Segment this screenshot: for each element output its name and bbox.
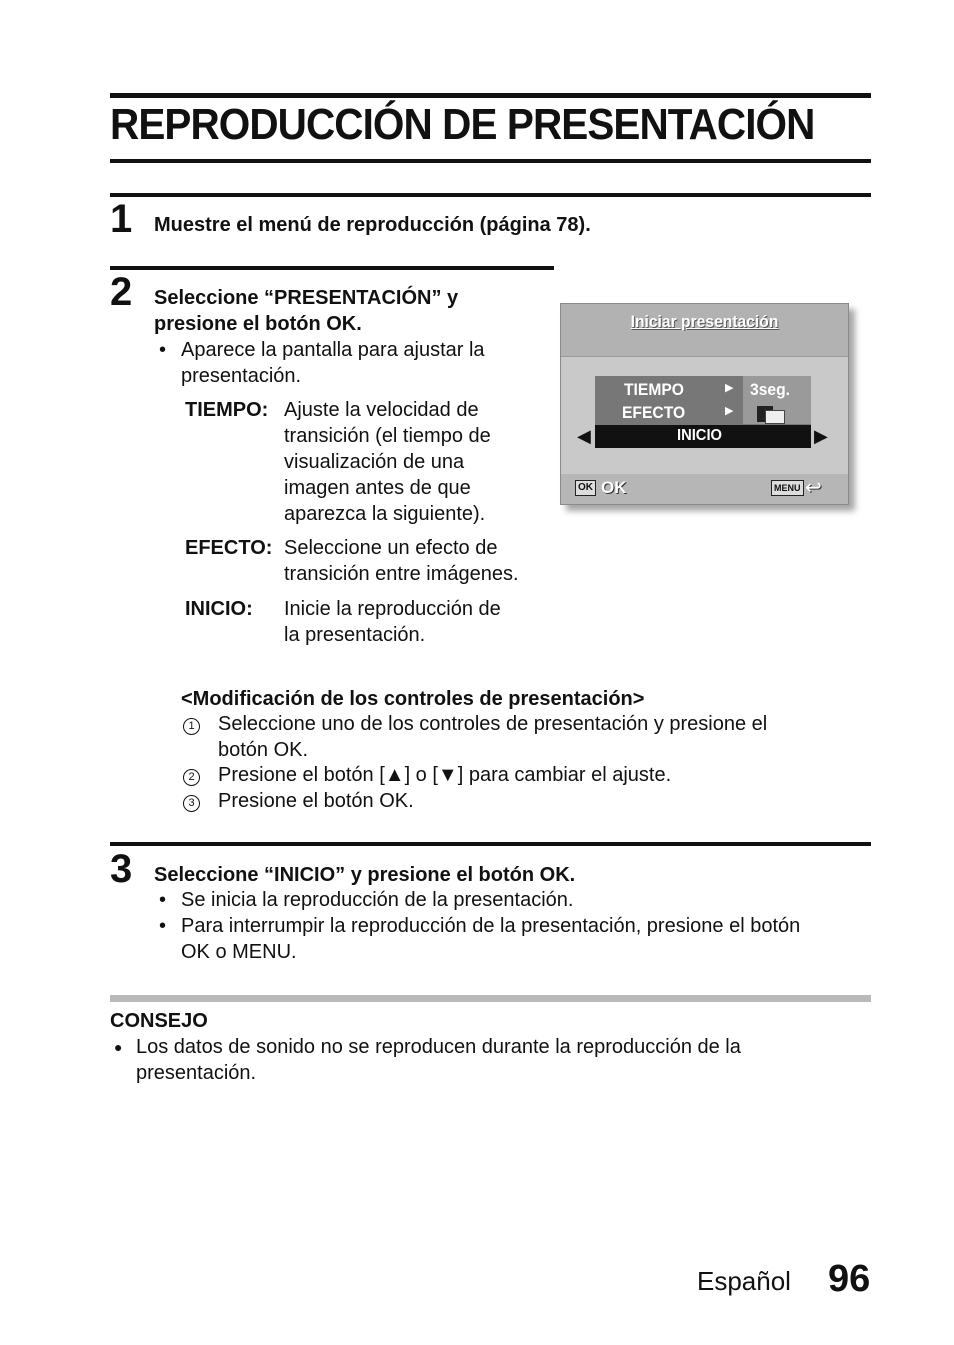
effect-transition-icon (757, 406, 785, 422)
tiempo-value: 3seg. (750, 380, 791, 399)
step3-bullet1-dot: • (159, 889, 167, 911)
step2-bullet-line2: presentación. (181, 365, 302, 387)
step3-number: 3 (110, 847, 133, 891)
def-desc-tiempo-5: aparezca la siguiente). (284, 503, 486, 525)
step2-heading-line2: presione el botón OK. (154, 313, 362, 335)
def-term-inicio: INICIO: (185, 598, 253, 620)
step1-number: 1 (110, 197, 133, 241)
menu-item-efecto: EFECTO (622, 403, 686, 422)
screen-header (561, 304, 848, 357)
ok-label: OK (601, 478, 627, 497)
mod-item-2-line1: Presione el botón [▲] o [▼] para cambiar el ajuste. (218, 764, 672, 786)
screen-title: Iniciar presentación (630, 312, 779, 331)
mod-item-1-line1: Seleccione uno de los controles de presentación y presione el (218, 713, 768, 735)
step2-rule (110, 266, 554, 270)
def-term-tiempo: TIEMPO: (185, 399, 269, 421)
step3-heading: Seleccione “INICIO” y presione el botón OK. (154, 864, 576, 886)
left-arrow-icon: ◀ (577, 426, 591, 446)
camera-screen (560, 303, 849, 505)
circled-number-icon: 3 (183, 795, 200, 812)
def-desc-inicio-2: la presentación. (284, 624, 426, 646)
mod-heading: <Modificación de los controles de presentación> (181, 688, 645, 710)
mod-item-3-line1: Presione el botón OK. (218, 790, 414, 812)
mod-item-2-number (183, 767, 200, 786)
mod-item-1-number (183, 716, 200, 735)
step3-bullet1: Se inicia la reproducción de la presentación. (181, 889, 574, 911)
title-bottom-rule (110, 159, 871, 163)
def-desc-tiempo-3: visualización de una (284, 451, 465, 473)
consejo-line1: Los datos de sonido no se reproducen durante la reproducción de la (136, 1036, 741, 1058)
step1-rule (110, 193, 871, 197)
step2-number: 2 (110, 270, 133, 314)
def-desc-tiempo-4: imagen antes de que (284, 477, 471, 499)
consejo-line2: presentación. (136, 1062, 257, 1084)
def-desc-inicio-1: Inicie la reproducción de (284, 598, 501, 620)
return-icon: ↩ (805, 477, 822, 499)
screen-footer (561, 474, 848, 504)
step1-text: Muestre el menú de reproducción (página 78). (154, 214, 591, 236)
def-desc-efecto-2: transición entre imágenes. (284, 563, 519, 585)
consejo-rule (110, 995, 871, 1002)
def-desc-efecto-1: Seleccione un efecto de (284, 537, 498, 559)
mod-item-1-line2: botón OK. (218, 739, 309, 761)
circled-number-icon: 2 (183, 769, 200, 786)
mod-item-3-number (183, 793, 200, 812)
step3-rule (110, 842, 871, 846)
consejo-heading: CONSEJO (110, 1010, 208, 1032)
arrow-tiempo-icon: ▶ (725, 382, 734, 394)
step2-bullet-line1: Aparece la pantalla para ajustar la (181, 339, 485, 361)
menu-item-inicio: INICIO (677, 427, 722, 444)
title-top-rule (110, 93, 871, 98)
menu-item-tiempo: TIEMPO (624, 380, 684, 399)
step2-bullet: • (159, 339, 167, 361)
def-term-efecto: EFECTO: (185, 537, 273, 559)
step3-bullet2-line2: OK o MENU. (181, 941, 297, 963)
def-desc-tiempo-1: Ajuste la velocidad de (284, 399, 479, 421)
menu-key-icon: MENU (771, 480, 804, 496)
def-desc-tiempo-2: transición (el tiempo de (284, 425, 491, 447)
ok-key-icon: OK (575, 480, 596, 496)
step3-bullet2-dot: • (159, 915, 167, 937)
step3-bullet2-line1: Para interrumpir la reproducción de la presentación, presione el botón (181, 915, 801, 937)
arrow-efecto-icon: ▶ (725, 405, 734, 417)
right-arrow-icon: ▶ (814, 426, 828, 446)
footer-language: Español (697, 1266, 791, 1296)
circled-number-icon: 1 (183, 718, 200, 735)
page-title: REPRODUCCIÓN DE PRESENTACIÓN (110, 100, 815, 149)
step2-heading-line1: Seleccione “PRESENTACIÓN” y (154, 287, 459, 309)
page-number: 96 (828, 1258, 871, 1300)
consejo-bullet-icon: ● (114, 1039, 123, 1055)
